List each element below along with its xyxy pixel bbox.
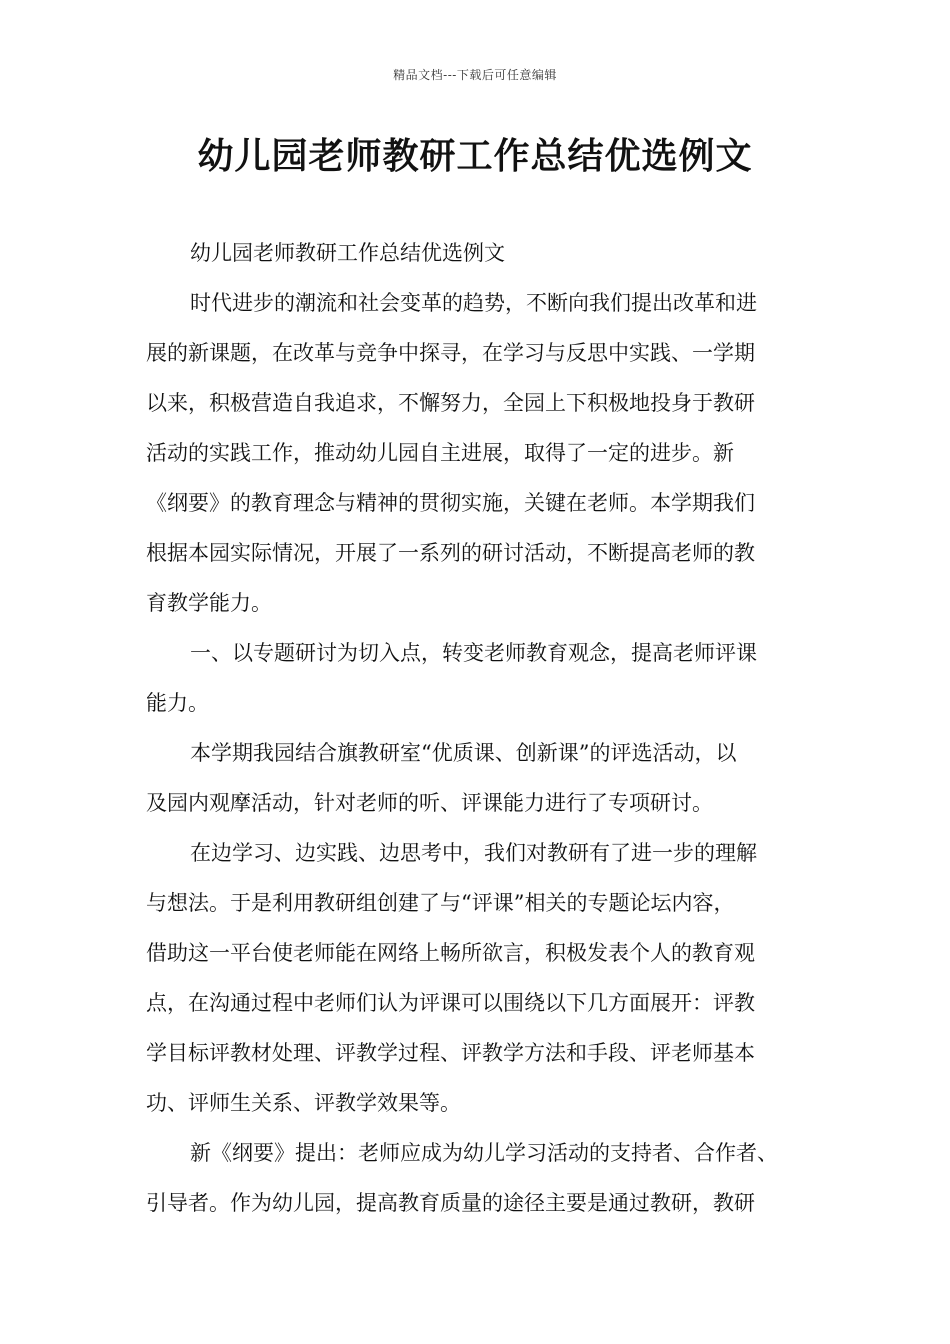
text-line: 展的新课题，在改革与竞争中探寻，在学习与反思中实践、一学期 xyxy=(146,341,755,365)
text-line: 幼儿园老师教研工作总结优选例文 xyxy=(190,241,505,265)
text-line: 引导者。作为幼儿园，提高教育质量的途径主要是通过教研，教研 xyxy=(146,1191,755,1215)
text-line: 与想法。于是利用教研组创建了与“评课”相关的专题论坛内容， xyxy=(146,891,735,915)
document-body xyxy=(146,228,821,1228)
text-line: 功、评师生关系、评教学效果等。 xyxy=(146,1091,461,1115)
text-line: 时代进步的潮流和社会变革的趋势，不断向我们提出改革和进 xyxy=(190,291,757,315)
text-line: 以来，积极营造自我追求，不懈努力，全园上下积极地投身于教研 xyxy=(146,391,755,415)
text-line: 一、以专题研讨为切入点，转变老师教育观念，提高老师评课 xyxy=(190,641,757,665)
text-line: 及园内观摩活动，针对老师的听、评课能力进行了专项研讨。 xyxy=(146,791,713,815)
text-line: 活动的实践工作，推动幼儿园自主进展，取得了一定的进步。新 xyxy=(146,441,734,465)
text-line: 根据本园实际情况，开展了一系列的研讨活动，不断提高老师的教 xyxy=(146,541,755,565)
text-line: 在边学习、边实践、边思考中，我们对教研有了进一步的理解 xyxy=(190,841,757,865)
text-line: 学目标评教材处理、评教学过程、评教学方法和手段、评老师基本 xyxy=(146,1041,755,1065)
text-line: 点，在沟通过程中老师们认为评课可以围绕以下几方面展开：评教 xyxy=(146,991,755,1015)
text-line: 新《纲要》提出：老师应成为幼儿学习活动的支持者、合作者、 xyxy=(190,1141,778,1165)
text-line: 育教学能力。 xyxy=(146,591,272,615)
text-line: 《纲要》的教育理念与精神的贯彻实施，关键在老师。本学期我们 xyxy=(146,491,755,515)
text-line: 能力。 xyxy=(146,691,209,715)
text-line: 本学期我园结合旗教研室“优质课、创新课”的评选活动，以 xyxy=(190,741,737,765)
document-title: 幼儿园老师教研工作总结优选例文 xyxy=(197,136,753,177)
text-line: 借助这一平台使老师能在网络上畅所欲言，积极发表个人的教育观 xyxy=(146,941,755,965)
page-header: 精品文档---下载后可任意编辑 xyxy=(393,68,557,82)
